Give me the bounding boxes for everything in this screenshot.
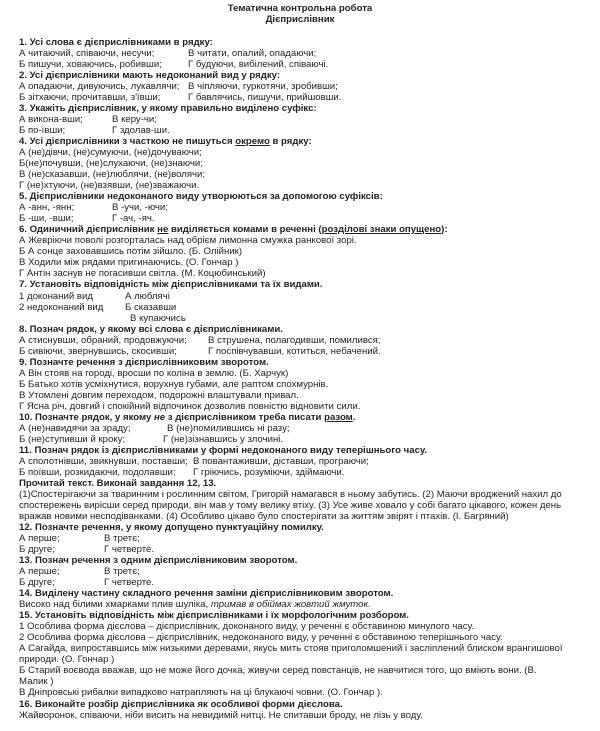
q6-option-b: Б А сонце заховавшись потім зійшло. (Б. Олійник) [19, 246, 243, 257]
text-line-2: спостережень вирісши серед природи, він мав у тому велику втіху. (3) Усе живе ховало у собі багато цікавого, кожен день [19, 500, 562, 511]
q4-underlined-word: окремо [235, 136, 270, 147]
question-4 [19, 136, 312, 147]
text-heading: Прочитай текст. Виконай завдання 12, 13. [19, 478, 217, 489]
question-12: 12. Позначте речення, у якому допущено пунктуаційну помилку. [19, 522, 324, 533]
q13-option-v: В третє; [104, 566, 140, 577]
q7-option-b: Б сказавши [125, 302, 177, 313]
question-6 [19, 224, 448, 235]
question-1: 1. Усі слова є дієприслівниками в рядку: [19, 37, 213, 48]
question-7: 7. Установіть відповідність між дієприслівниками та їх видами. [19, 279, 323, 290]
q10-option-b: Б (не)ступивши й кроку; [19, 434, 126, 445]
q8-option-v: В струшена, полагодивши, помилився; [208, 335, 381, 346]
q7-option-a: А люблячі [125, 291, 170, 302]
q6-option-v: В Ходили між рядами пригинаючись. (О. Гончар ) [19, 257, 239, 268]
q1-option-g: Г будуючи, вибілений, співаючі. [188, 59, 329, 70]
question-8: 8. Познач рядок, у якому всі слова є дієприслівниками. [19, 324, 283, 335]
question-5: 5. Дієприслівники недоконаного виду утворюються за допомогою суфіксів: [19, 191, 383, 202]
q15-item-2: 2 Особлива форма дієслова – дієприслівник, недоконаного виду, у реченні є обставиною теперішнього часу. [19, 632, 503, 643]
q6-option-a: А Жевріючи поволі розгорталась над обрієм лимонна смужка ранкової зорі. [19, 235, 357, 246]
q3-option-g: Г здолав-ши. [112, 125, 170, 136]
question-10 [19, 412, 355, 423]
q7-option-v: В купаючись [130, 313, 186, 324]
question-3: 3. Укажіть дієприслівник, у якому правильно виділено суфікс: [19, 103, 317, 114]
q12-option-a: А перше; [19, 533, 60, 544]
q10-underlined-word: разом [324, 412, 353, 423]
q14-sentence-part: Високо над білими хмарками плив шуліка, [19, 599, 211, 610]
q15-option-a-line-2: природи. (О. Гончар ) [19, 654, 115, 665]
question-2: 2. Усі дієприслівники мають недоконаний вид у рядку: [19, 70, 281, 81]
q13-option-a: А перше; [19, 566, 60, 577]
q8-option-a: А стиснувши, обраний, продовжуючи; [19, 335, 187, 346]
q9-option-v: В Утомлені довгим переходом, подорожні влаштували привал. [19, 390, 299, 401]
q6-text-part: ): [441, 224, 448, 235]
q10-text-part: . [352, 412, 356, 423]
q10-text-part: з дієприслівником треба писати [165, 412, 325, 423]
q4-option-b: Б(не)почувши, (не)слухаючи, (не)знаючи; [19, 158, 203, 169]
q11-option-a: А сполотнівши, звикнувши, поставши; [19, 456, 188, 467]
q1-option-b: Б пишучи, ховаючись, робивши; [19, 59, 162, 70]
q9-option-b: Б Батько хотів усміхнутися, ворухнув губами, але раптом спохмурнів. [19, 379, 329, 390]
q16-sentence: Жайворонок, співаючи, ніби висить на невидимій нитці. Не спитавши броду, не лізь у воду. [19, 710, 423, 721]
q12-option-g: Г четверте. [104, 544, 155, 555]
q12-option-v: В третє; [104, 533, 140, 544]
page-title: Тематична контрольна робота [227, 3, 373, 14]
q11-option-b: Б поївши, розкидаючи, подолавши; [19, 467, 176, 478]
q7-item-2: 2 недоконаний вид [19, 302, 104, 313]
question-11: 11. Познач рядок із дієприслівниками у формі недоконаного виду теперішнього часу. [19, 445, 428, 456]
q2-option-a: А опадаючи, дивуючись, лукавлячи; [19, 81, 180, 92]
q5-option-b: Б -ши, -вши; [19, 213, 74, 224]
q15-option-b-line-2: Малик ) [19, 676, 54, 687]
q9-option-a: А Він стояв на городі, вросши по коліна в землю. (Б. Харчук) [19, 368, 289, 379]
q4-text-part: 4. Усі дієприслівники з часткою не пишуться [19, 136, 236, 147]
q5-option-v: В -учи, -ючи; [112, 202, 168, 213]
q3-option-v: В керу-чи; [112, 114, 157, 125]
q6-text-part: виділяється комами в реченні ( [168, 224, 322, 235]
q1-option-a: А читаючий, співаючи, несучи; [19, 48, 155, 59]
q3-option-a: А викона-вши; [19, 114, 83, 125]
q10-option-g: Г (не)зізнавшись у злочині. [163, 434, 284, 445]
q2-option-v: В чіпляючи, гуркотячи, зробивши; [188, 81, 338, 92]
q10-text-part: 10. Позначте рядок, у якому [19, 412, 154, 423]
text-line-1: (1)Спостерігаючи за тваринним і рослинним світом, Григорій намагався в ньому забутись. (2) Маючи вроджений нахил до [19, 489, 562, 500]
page-subtitle: Дієприслівник [265, 14, 335, 25]
q10-option-v: В (не)помилившись ні разу; [167, 423, 290, 434]
q5-option-g: Г -ач, -яч. [112, 213, 155, 224]
question-16: 16. Виконайте розбір дієприслівника як особливої форми дієслова. [19, 699, 343, 710]
q1-option-v: В читати, опалий, опадаючи; [188, 48, 317, 59]
q4-option-v: В (не)сказавши, (не)люблячи, (не)волячи; [19, 169, 206, 180]
question-14: 14. Виділену частину складного речення заміни дієприслівниковим зворотом. [19, 588, 394, 599]
q4-text-part: в рядку: [269, 136, 312, 147]
q13-option-b: Б друге; [19, 577, 55, 588]
q6-text-part: 6. Одиничний дієприслівник [19, 224, 158, 235]
q15-option-a-line-1: А Сагайда, випроставшись між низькими деревами, якусь мить стояв приголомшений і засліплений блиском врангишової [19, 643, 563, 654]
q2-option-g: Г бавлячись, пишучи, прийшовши. [188, 92, 342, 103]
q4-option-a: А (не)дівчи, (не)сумуючи, (не)дочуваючи; [19, 147, 202, 158]
q6-option-g: Г Антін заснув не погасивши світла. (М. Коцюбинський) [19, 268, 266, 279]
q13-option-g: Г четверте. [104, 577, 155, 588]
q2-option-b: Б зітхаючи, прочитавши, з'ївши; [19, 92, 161, 103]
q8-option-g: Г поспівчувавши, котиться, небачений. [208, 346, 381, 357]
q4-option-g: Г (не)хтуючи, (не)взявши, (не)зважаючи. [19, 180, 200, 191]
q5-option-a: А -анн, -янн; [19, 202, 75, 213]
q11-option-g: Г гріючись, розуміючи, здіймаючи. [193, 467, 345, 478]
question-15: 15. Установіть відповідність між дієприслівниками і їх морфологічним розбором. [19, 610, 409, 621]
q11-option-v: В повантаживши, діставши, програючи; [193, 456, 369, 467]
q15-option-v: В Дніпровські рибалки випадково натрапляють на ці блукаючі човни. (О. Гончар ). [19, 687, 383, 698]
q15-item-1: 1 Особлива форма дієслова – дієприслівник, доконаного виду, у реченні є обставиною минулого часу. [19, 621, 474, 632]
q14-highlighted-part: тримав в обіймах жовтий жмуток. [210, 599, 371, 610]
q3-option-b: Б по-ївши; [19, 125, 66, 136]
q10-italic-not: не [153, 412, 166, 423]
q9-option-g: Г Ясна річ, довгий і спокійний відпочинок дозволив повністю відновити сили. [19, 401, 361, 412]
q6-underlined-note: розділові знаки опущено [321, 224, 442, 235]
q12-option-b: Б друге; [19, 544, 55, 555]
q6-underlined-not: не [157, 224, 169, 235]
q8-option-b: Б сивіючи, звернувшись, скосивши; [19, 346, 177, 357]
q15-option-b-line-1: Б Старий воєвода вважав, що не може його дочка, живучи серед повстанців, не навчитися того, що вміють вони. (В. [19, 665, 537, 676]
question-13: 13. Познач речення з одним дієприслівниковим зворотом. [19, 555, 298, 566]
q10-option-a: А (не)навидячи за зраду; [19, 423, 131, 434]
q7-item-1: 1 доконаний вид [19, 291, 93, 302]
q14-sentence [19, 599, 371, 610]
question-9: 9. Позначте речення з дієприслівниковим зворотом. [19, 357, 269, 368]
text-line-3: вражав новими несподіванками. (4) Особливо цікаво було спостерігати за життям звірят і птахів. (І. Багряний) [19, 511, 509, 522]
